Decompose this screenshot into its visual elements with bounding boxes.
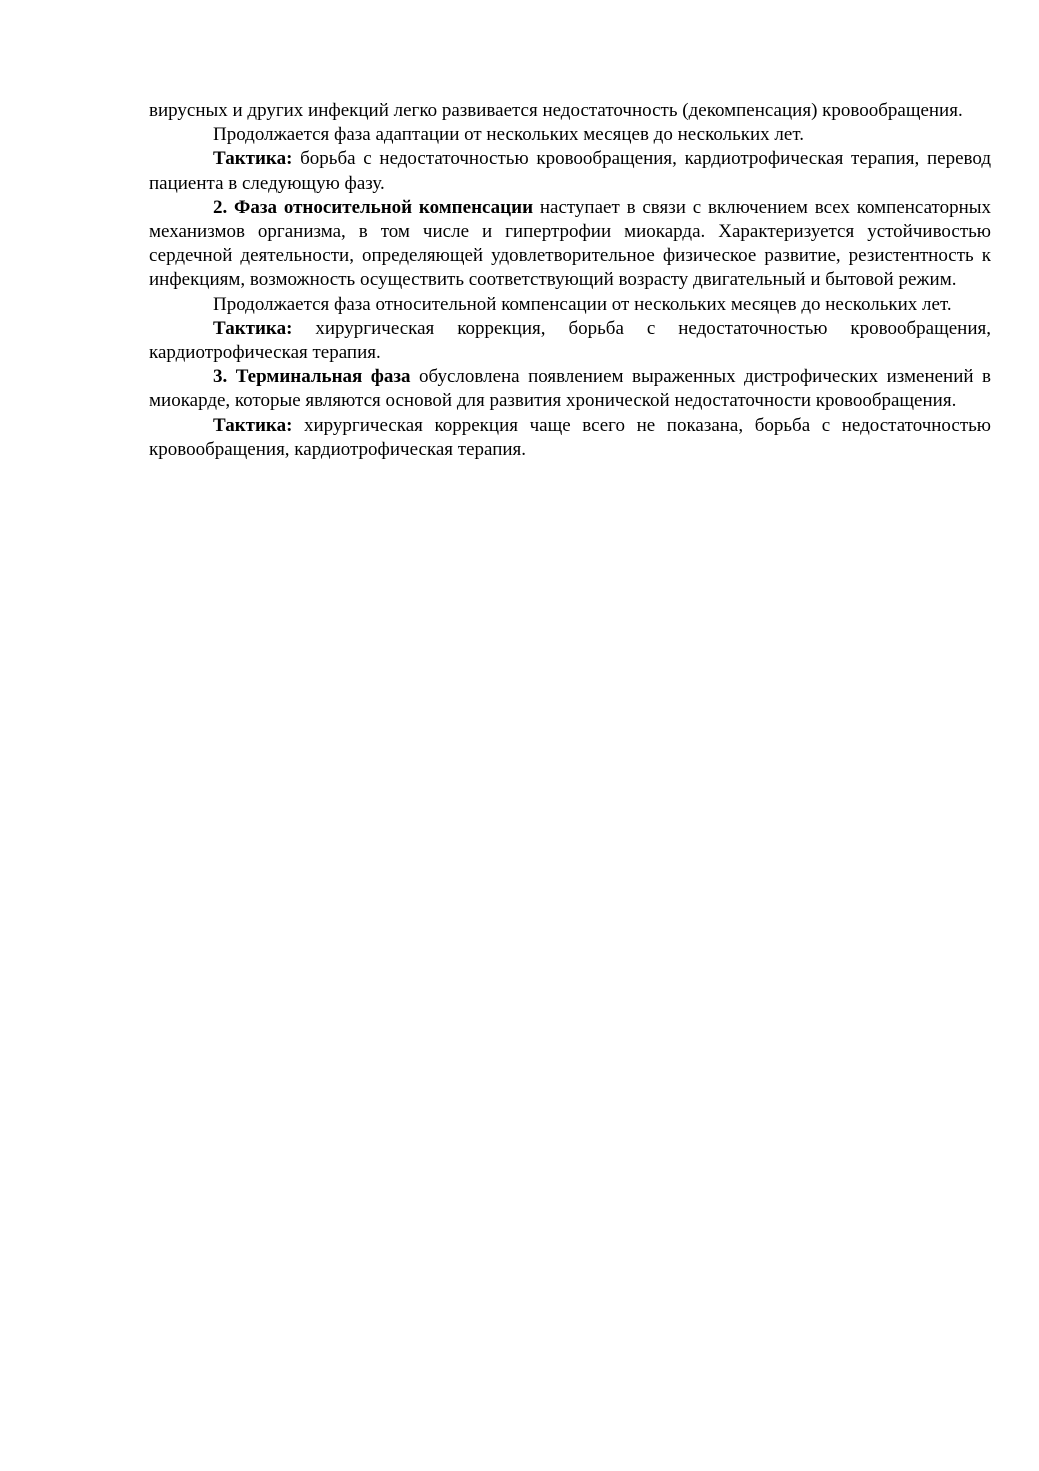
- paragraph-adaptation-duration: [149, 123, 991, 147]
- phase-heading: 3. Терминальная фаза: [213, 366, 411, 388]
- paragraph-text: наступает в связи с включением всех компенсаторных механизмов организма, в том числе и гипертрофии миокарда. Характеризуется устойчивостью сердечной деятельности, определяющей удовлетворительное физическое развитие, резистентность к инфекциям, возможность осуществить соответствующий возрасту двигательный и бытовой режим.: [149, 196, 992, 291]
- paragraph-terminal-phase: [149, 365, 991, 413]
- paragraph-text: Продолжается фаза относительной компенсации от нескольких месяцев до нескольких лет.: [213, 293, 952, 315]
- paragraph-tactics-terminal: [149, 414, 991, 462]
- paragraph-text: обусловлена появлением выраженных дистрофических изменений в миокарде, которые являются основой для развития хронической недостаточности кровообращения.: [149, 366, 991, 412]
- document-body: [149, 99, 991, 462]
- tactics-label: Тактика:: [213, 317, 293, 339]
- phase-heading: 2. Фаза относительной компенсации: [213, 196, 534, 218]
- paragraph-relative-compensation: [149, 196, 991, 293]
- paragraph-text: Продолжается фаза адаптации от нескольких месяцев до нескольких лет.: [213, 124, 804, 146]
- paragraph-text: борьба с недостаточностью кровообращения, кардиотрофическая терапия, перевод пациента в следующую фазу.: [149, 148, 991, 194]
- tactics-label: Тактика:: [213, 414, 293, 436]
- paragraph-text: вирусных и других инфекций легко развивается недостаточность (декомпенсация) кровообращения.: [149, 100, 963, 121]
- paragraph-text: хирургическая коррекция, борьба с недостаточностью кровообращения, кардиотрофическая терапия.: [149, 317, 991, 364]
- paragraph-tactics-adaptation: [149, 147, 991, 195]
- paragraph-tactics-compensation: [149, 317, 991, 365]
- paragraph-continuation: [149, 99, 991, 123]
- tactics-label: Тактика:: [213, 148, 293, 170]
- paragraph-text: хирургическая коррекция чаще всего не показана, борьба с недостаточностью кровообращения, кардиотрофическая терапия.: [149, 414, 991, 460]
- paragraph-compensation-duration: [149, 293, 991, 317]
